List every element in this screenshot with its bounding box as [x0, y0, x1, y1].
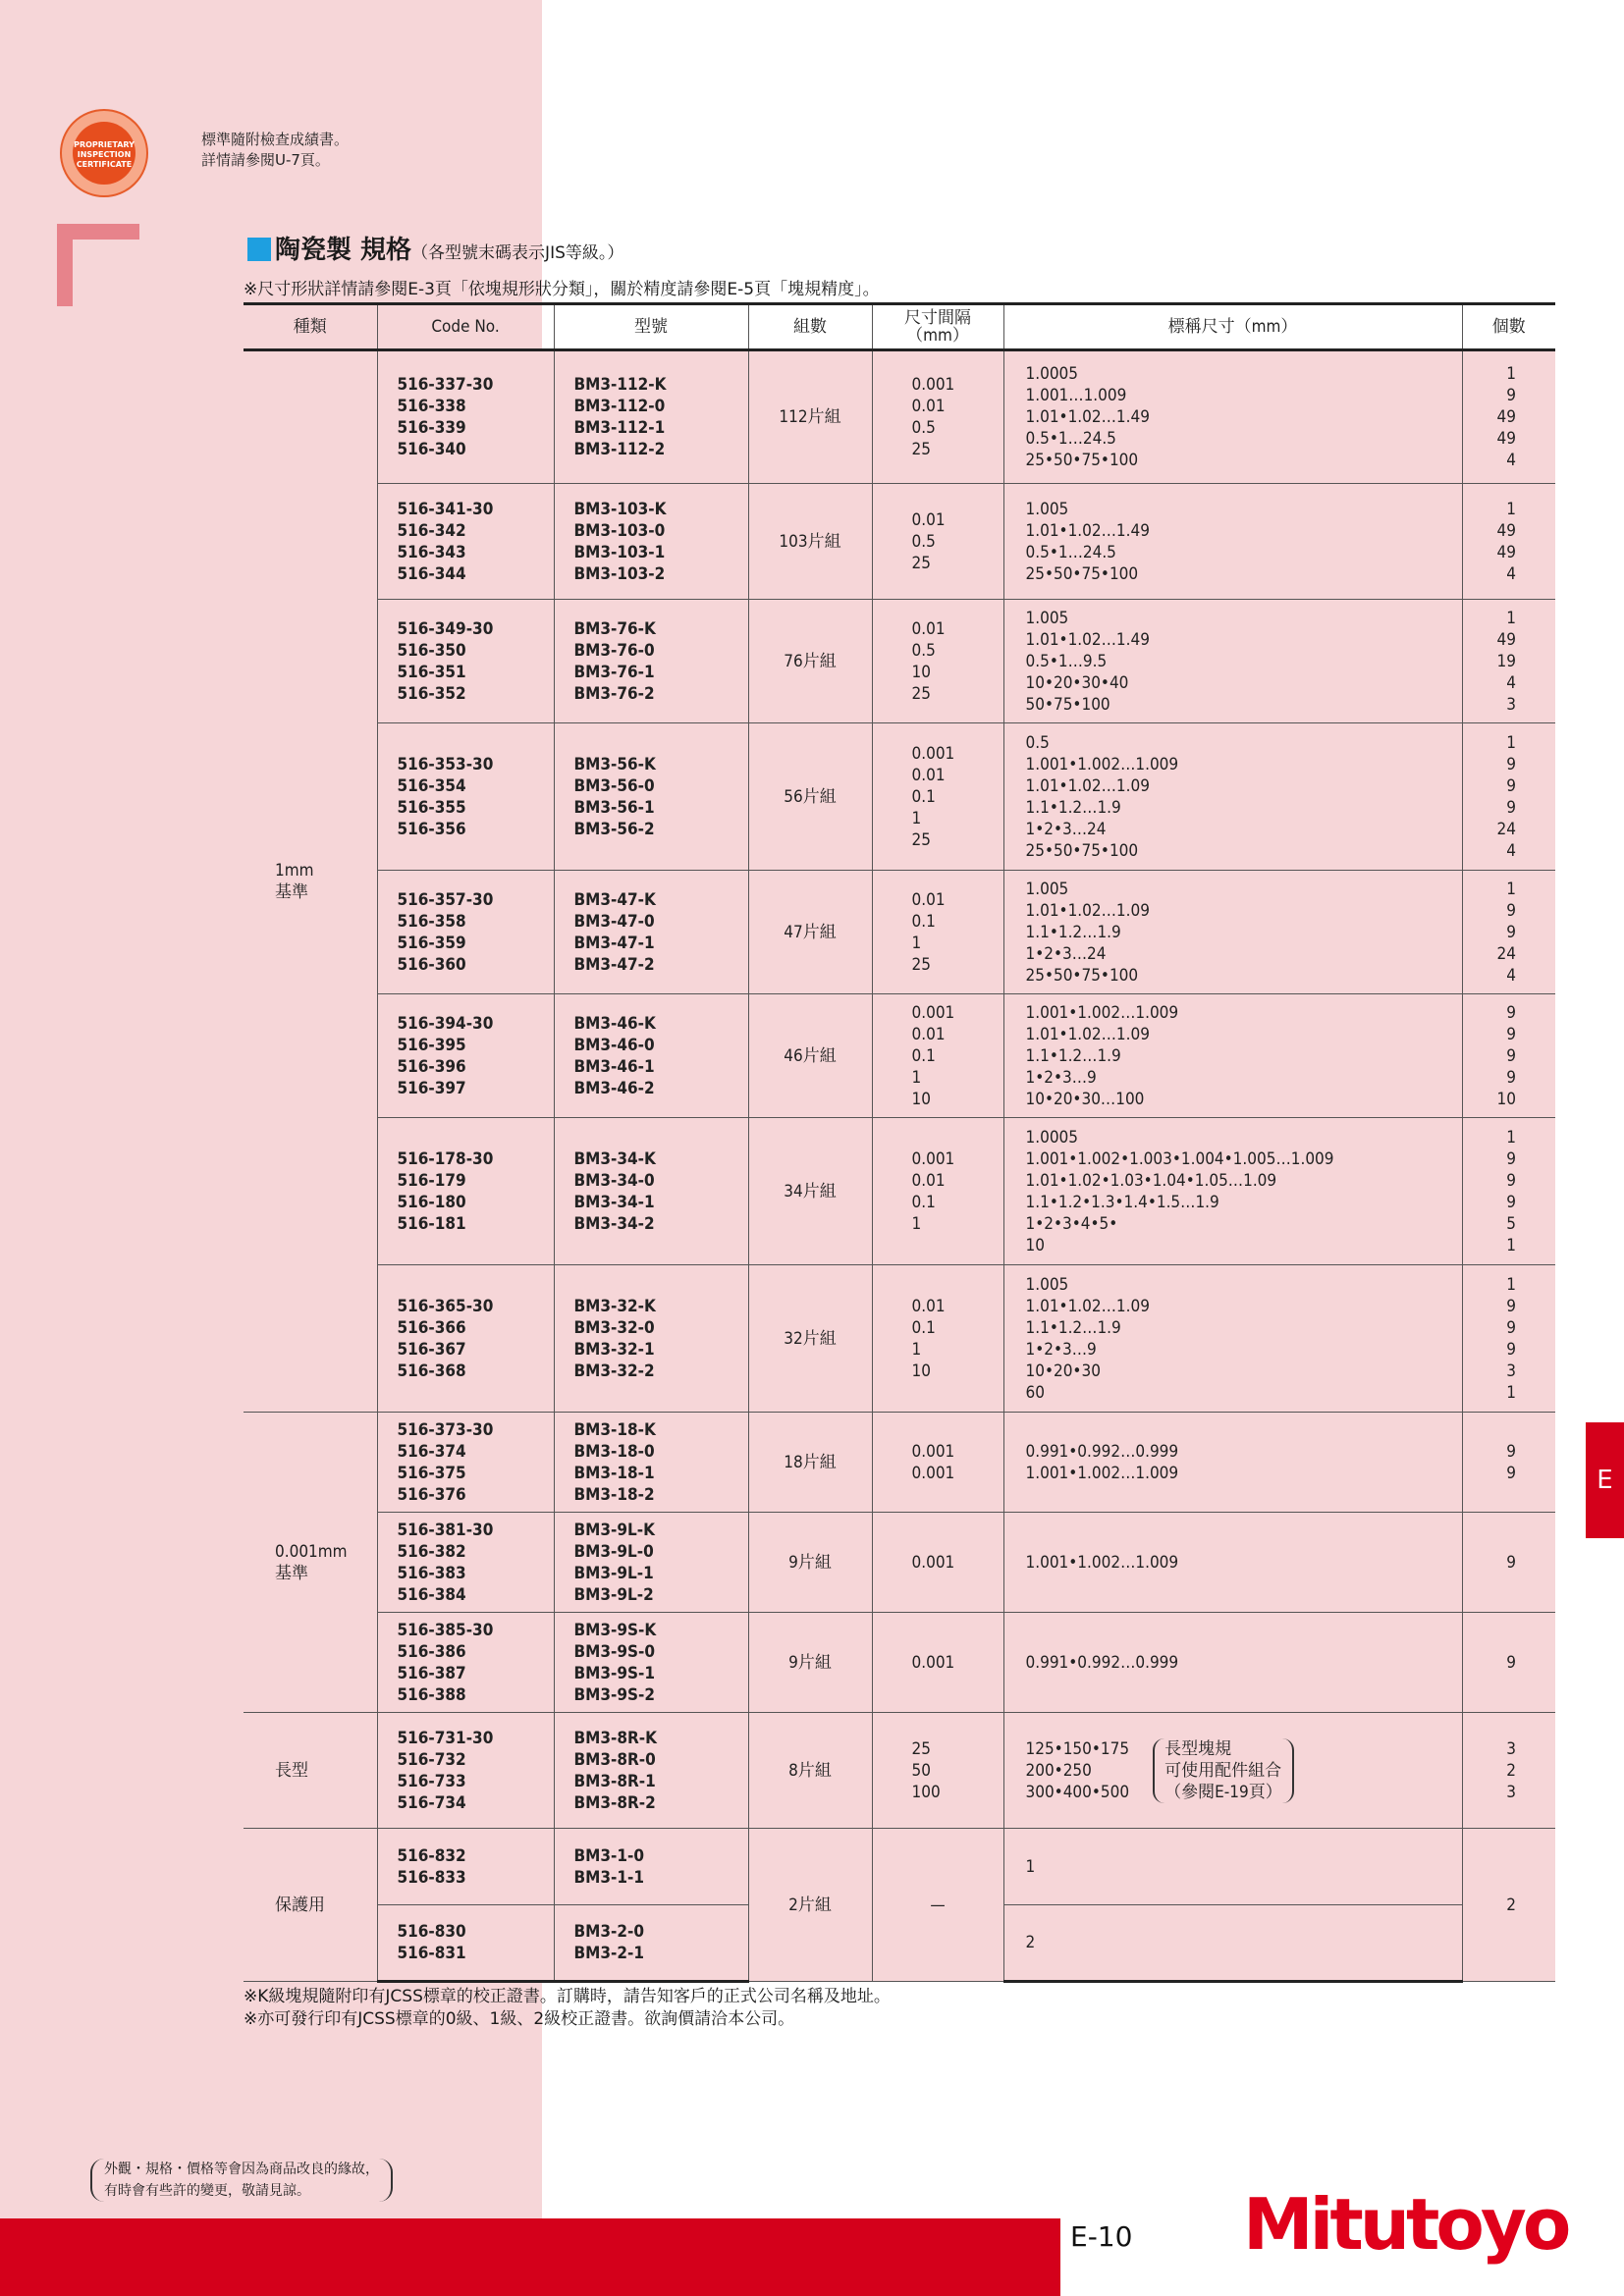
- header-nominal: 標稱尺寸（mm）: [1003, 304, 1462, 350]
- footer-bar: [0, 2218, 1060, 2296]
- code-cell: 516-830 516-831: [377, 1905, 554, 1982]
- qty-cell: 2: [1462, 1829, 1555, 1982]
- step-cell: —: [872, 1829, 1003, 1982]
- code-cell: 516-341-30 516-342 516-343 516-344: [377, 484, 554, 600]
- header-step: 尺寸間隔 （mm）: [872, 304, 1003, 350]
- nominal-cell: 1.001•1.002…1.009: [1003, 1513, 1462, 1613]
- certificate-seal-icon: [59, 108, 149, 198]
- step-cell: 0.001 0.01 0.1 1 25: [872, 723, 1003, 871]
- code-cell: 516-357-30 516-358 516-359 516-360: [377, 871, 554, 994]
- nominal-cell: [1003, 1713, 1462, 1829]
- table-row: [244, 1829, 1555, 1905]
- table-row: [244, 1613, 1555, 1713]
- code-cell: 516-365-30 516-366 516-367 516-368: [377, 1265, 554, 1413]
- model-cell: BM3-9S-K BM3-9S-0 BM3-9S-1 BM3-9S-2: [554, 1613, 748, 1713]
- footnotes: [244, 1986, 891, 2031]
- set-cell: 112片組: [748, 350, 872, 484]
- page-number: E-10: [1070, 2220, 1133, 2253]
- cert-line-1: PROPRIETARY: [74, 140, 135, 149]
- type-1mm: 1mm 基準: [244, 350, 377, 1413]
- nominal-cell: 1: [1003, 1829, 1462, 1905]
- type-0001mm: 0.001mm 基準: [244, 1413, 377, 1713]
- cert-line-3: CERTIFICATE: [76, 160, 133, 169]
- nominal-cell: 1.0005 1.001…1.009 1.01•1.02…1.49 0.5•1…24.5 25•50•75•100: [1003, 350, 1462, 484]
- title-text: 陶瓷製 規格: [275, 236, 412, 265]
- set-cell: 76片組: [748, 600, 872, 723]
- code-cell: 516-381-30 516-382 516-383 516-384: [377, 1513, 554, 1613]
- qty-cell: 9 9 9 9 10: [1462, 994, 1555, 1118]
- title-subtitle: （各型號末碼表示JIS等級。）: [411, 243, 624, 263]
- code-cell: 516-178-30 516-179 516-180 516-181: [377, 1118, 554, 1265]
- nominal-cell: 2: [1003, 1905, 1462, 1982]
- certificate-note: [201, 130, 349, 171]
- table-row: [244, 1118, 1555, 1265]
- set-cell: 9片組: [748, 1513, 872, 1613]
- type-long: 長型: [244, 1713, 377, 1829]
- certificate-note-line: 標準隨附檢查成績書。: [201, 131, 350, 148]
- table-row: [244, 1265, 1555, 1413]
- nominal-cell: 1.005 1.01•1.02…1.09 1.1•1.2…1.9 1•2•3…24 25•50•75•100: [1003, 871, 1462, 994]
- table-row: [244, 1713, 1555, 1829]
- qty-cell: 9 9: [1462, 1413, 1555, 1513]
- table-row: [244, 994, 1555, 1118]
- spec-table: [244, 302, 1555, 1983]
- qty-cell: 9: [1462, 1513, 1555, 1613]
- table-row: [244, 350, 1555, 484]
- set-cell: 2片組: [748, 1829, 872, 1982]
- table-row: [244, 600, 1555, 723]
- code-cell: 516-731-30 516-732 516-733 516-734: [377, 1713, 554, 1829]
- footnote: ※K級塊規隨附印有JCSS標章的校正證書。訂購時，請告知客戶的正式公司名稱及地址。: [244, 1987, 891, 2006]
- code-cell: 516-353-30 516-354 516-355 516-356: [377, 723, 554, 871]
- set-cell: 8片組: [748, 1713, 872, 1829]
- qty-cell: 1 49 49 4: [1462, 484, 1555, 600]
- model-cell: BM3-18-K BM3-18-0 BM3-18-1 BM3-18-2: [554, 1413, 748, 1513]
- nominal-cell: 1.005 1.01•1.02…1.49 0.5•1…9.5 10•20•30•40 50•75•100: [1003, 600, 1462, 723]
- code-cell: 516-337-30 516-338 516-339 516-340: [377, 350, 554, 484]
- set-cell: 18片組: [748, 1413, 872, 1513]
- certificate-note-line: 詳情請參閱U-7頁。: [201, 151, 330, 169]
- model-cell: BM3-103-K BM3-103-0 BM3-103-1 BM3-103-2: [554, 484, 748, 600]
- header-set: 組數: [748, 304, 872, 350]
- code-cell: 516-394-30 516-395 516-396 516-397: [377, 994, 554, 1118]
- code-cell: 516-832 516-833: [377, 1829, 554, 1905]
- title-square-icon: [247, 238, 271, 261]
- step-cell: 0.001 0.01 0.5 25: [872, 350, 1003, 484]
- nominal-cell: 1.005 1.01•1.02…1.49 0.5•1…24.5 25•50•75•100: [1003, 484, 1462, 600]
- header-code: Code No.: [377, 304, 554, 350]
- header-qty: 個數: [1462, 304, 1555, 350]
- set-cell: 9片組: [748, 1613, 872, 1713]
- model-cell: BM3-34-K BM3-34-0 BM3-34-1 BM3-34-2: [554, 1118, 748, 1265]
- step-cell: 0.01 0.5 25: [872, 484, 1003, 600]
- nominal-cell: 1.001•1.002…1.009 1.01•1.02…1.09 1.1•1.2…1.9 1•2•3…9 10•20•30…100: [1003, 994, 1462, 1118]
- model-cell: BM3-47-K BM3-47-0 BM3-47-1 BM3-47-2: [554, 871, 748, 994]
- section-tab-e: E: [1586, 1422, 1624, 1538]
- reference-note: ※尺寸形狀詳情請參閱E-3頁「依塊規形狀分類」，關於精度請參閱E-5頁「塊規精度」。: [244, 280, 880, 299]
- corner-bracket-mark: [57, 224, 139, 306]
- qty-cell: 1 9 9 9 5 1: [1462, 1118, 1555, 1265]
- set-cell: 32片組: [748, 1265, 872, 1413]
- disclaimer-line: 有時會有些許的變更，敬請見諒。: [104, 2183, 310, 2199]
- nominal-cell: 0.5 1.001•1.002…1.009 1.01•1.02…1.09 1.1•1.2…1.9 1•2•3…24 25•50•75•100: [1003, 723, 1462, 871]
- header-model: 型號: [554, 304, 748, 350]
- qty-cell: 1 49 19 4 3: [1462, 600, 1555, 723]
- footnote: ※亦可發行印有JCSS標章的0級、1級、2級校正證書。欲詢價請洽本公司。: [244, 2009, 795, 2029]
- model-cell: BM3-76-K BM3-76-0 BM3-76-1 BM3-76-2: [554, 600, 748, 723]
- nominal-cell: 0.991•0.992…0.999 1.001•1.002…1.009: [1003, 1413, 1462, 1513]
- model-cell: BM3-8R-K BM3-8R-0 BM3-8R-1 BM3-8R-2: [554, 1713, 748, 1829]
- set-cell: 34片組: [748, 1118, 872, 1265]
- model-cell: BM3-46-K BM3-46-0 BM3-46-1 BM3-46-2: [554, 994, 748, 1118]
- step-cell: 0.01 0.1 1 10: [872, 1265, 1003, 1413]
- qty-cell: 3 2 3: [1462, 1713, 1555, 1829]
- cert-line-2: INSPECTION: [77, 150, 132, 159]
- set-cell: 47片組: [748, 871, 872, 994]
- disclaimer-line: 外觀・規格・價格等會因為商品改良的緣故，: [104, 2162, 379, 2177]
- set-cell: 56片組: [748, 723, 872, 871]
- table-row: [244, 1413, 1555, 1513]
- nominal-bracket-note: 長型塊規 可使用配件組合 （參閱E-19頁）: [1153, 1738, 1294, 1803]
- step-cell: 0.001 0.01 0.1 1: [872, 1118, 1003, 1265]
- code-cell: 516-349-30 516-350 516-351 516-352: [377, 600, 554, 723]
- step-cell: 0.001 0.01 0.1 1 10: [872, 994, 1003, 1118]
- nominal-cell: 0.991•0.992…0.999: [1003, 1613, 1462, 1713]
- model-cell: BM3-1-0 BM3-1-1: [554, 1829, 748, 1905]
- brand-logo: Mitutoyo: [1243, 2183, 1568, 2266]
- model-cell: BM3-9L-K BM3-9L-0 BM3-9L-1 BM3-9L-2: [554, 1513, 748, 1613]
- header-type: 種類: [244, 304, 377, 350]
- qty-cell: 9: [1462, 1613, 1555, 1713]
- step-cell: 0.001 0.001: [872, 1413, 1003, 1513]
- disclaimer-note: [90, 2159, 393, 2202]
- model-cell: BM3-32-K BM3-32-0 BM3-32-1 BM3-32-2: [554, 1265, 748, 1413]
- nominal-cell: 1.005 1.01•1.02…1.09 1.1•1.2…1.9 1•2•3…9 10•20•30 60: [1003, 1265, 1462, 1413]
- step-cell: 0.01 0.5 10 25: [872, 600, 1003, 723]
- table-row: [244, 871, 1555, 994]
- table-row: [244, 723, 1555, 871]
- table-row: [244, 484, 1555, 600]
- step-cell: 0.01 0.1 1 25: [872, 871, 1003, 994]
- step-cell: 0.001: [872, 1513, 1003, 1613]
- type-protective: 保護用: [244, 1829, 377, 1982]
- qty-cell: 1 9 9 24 4: [1462, 871, 1555, 994]
- nominal-values: 125•150•175 200•250 300•400•500: [1025, 1738, 1130, 1802]
- step-cell: 0.001: [872, 1613, 1003, 1713]
- table-row: [244, 1513, 1555, 1613]
- set-cell: 103片組: [748, 484, 872, 600]
- code-cell: 516-385-30 516-386 516-387 516-388: [377, 1613, 554, 1713]
- model-cell: BM3-112-K BM3-112-0 BM3-112-1 BM3-112-2: [554, 350, 748, 484]
- model-cell: BM3-2-0 BM3-2-1: [554, 1905, 748, 1982]
- section-title: [247, 230, 623, 266]
- table-header-row: [244, 304, 1555, 350]
- qty-cell: 1 9 9 9 3 1: [1462, 1265, 1555, 1413]
- code-cell: 516-373-30 516-374 516-375 516-376: [377, 1413, 554, 1513]
- step-cell: 25 50 100: [872, 1713, 1003, 1829]
- model-cell: BM3-56-K BM3-56-0 BM3-56-1 BM3-56-2: [554, 723, 748, 871]
- qty-cell: 1 9 49 49 4: [1462, 350, 1555, 484]
- set-cell: 46片組: [748, 994, 872, 1118]
- qty-cell: 1 9 9 9 24 4: [1462, 723, 1555, 871]
- nominal-cell: 1.0005 1.001•1.002•1.003•1.004•1.005…1.009 1.01•1.02•1.03•1.04•1.05…1.09 1.1•1.2•1.3•1.4•1.5…1.9 1•2•3•4•5• 10: [1003, 1118, 1462, 1265]
